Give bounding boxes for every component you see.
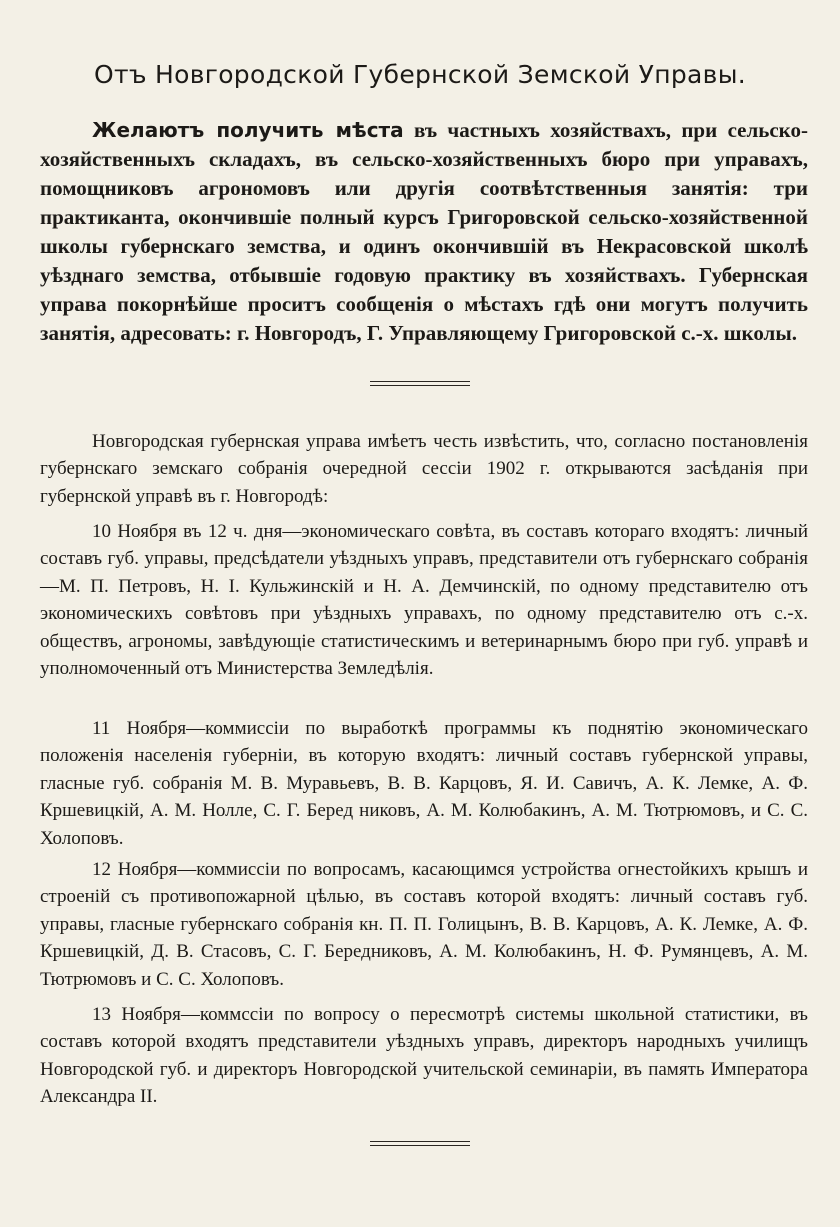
announcement-lead: Желаютъ получить мѣста — [92, 118, 404, 142]
announcement-paragraph — [40, 116, 808, 348]
notice-intro-paragraph: Новгородская губернская управа имѣетъ честь извѣстить, что, согласно постановленія губернскаго земскаго собранія очередной сессіи 1902 г. открываются засѣданія при губернской управѣ въ г. Новгородѣ: — [40, 431, 808, 507]
session-paragraph-nov-10: 10 Ноября въ 12 ч. дня—экономическаго совѣта, въ составъ котораго входятъ: личный составъ губ. управы, предсѣдатели уѣздныхъ управъ, представители отъ губернскаго собранія—М. П. Петровъ, Н. І. Кульжинскій и Н. А. Демчинскій, по одному представителю отъ экономическихъ совѣтовъ при уѣздныхъ управахъ, по одному представителю отъ с.-х. обществъ, агрономы, завѣдующіе статистическимъ и ветеринарнымъ бюро при губ. управѣ и уполномоченный отъ Министерства Земледѣлія. — [40, 521, 808, 680]
session-paragraph-nov-12: 12 Ноября—коммиссіи по вопросамъ, касающимся устройства огнестойкихъ крышъ и строеній съ противопожарной цѣлью, въ составъ которой входятъ: личный составъ губ. управы, гласные губернскаго собранія кн. П. П. Голицынъ, В. В. Карцовъ, А. К. Лемке, А. Ф. Кршевицкій, Д. В. Стасовъ, С. Г. Бередниковъ, А. М. Колюбакинъ, Н. Ф. Румянцевъ, А. М. Тютрюмовъ и С. С. Холоповъ. — [40, 859, 808, 990]
announcement-text: въ частныхъ хозяйствахъ, при сельско-хозяйственныхъ складахъ, въ сельско-хозяйственныхъ бюро при управахъ, помощниковъ агрономовъ или другія соотвѣтственныя занятія: три практиканта, окончившіе полный курсъ Григоровской сельско-хозяйственной школы губернскаго земства, и одинъ окончившій въ Некрасовской школѣ уѣзднаго земства, отбывшіе годовую практику въ хозяйствахъ. Губернская управа покорнѣйше проситъ сообщенія о мѣстахъ гдѣ они могутъ получить занятія, адресовать: г. Новгородъ, Г. Управляющему Григоровской с.-х. школы. — [40, 118, 808, 345]
section-divider — [370, 381, 470, 386]
end-divider — [370, 1141, 470, 1146]
session-paragraph-nov-11: 11 Ноября—коммиссіи по выработкѣ программы къ поднятію экономическаго положенія населенія губерніи, въ которую входятъ: личный составъ губернской управы, гласные губ. собранія М. В. Муравьевъ, В. В. Карцовъ, Я. И. Савичъ, А. К. Лемке, А. Ф. Кршевицкій, А. М. Нолле, С. Г. Беред никовъ, А. М. Колюбакинъ, А. М. Тютрюмовъ, и С. С. Холоповъ. — [40, 718, 808, 849]
session-paragraph-nov-13: 13 Ноября—коммссіи по вопросу о пересмотрѣ системы школьной статистики, въ составъ которой входятъ представители уѣздныхъ управъ, директоръ народныхъ училищъ Новгородской губ. и директоръ Новгородской учительской семинаріи, въ память Императора Александра II. — [40, 1004, 808, 1108]
document-title: Отъ Новгородской Губернской Земской Управы. — [94, 60, 746, 89]
